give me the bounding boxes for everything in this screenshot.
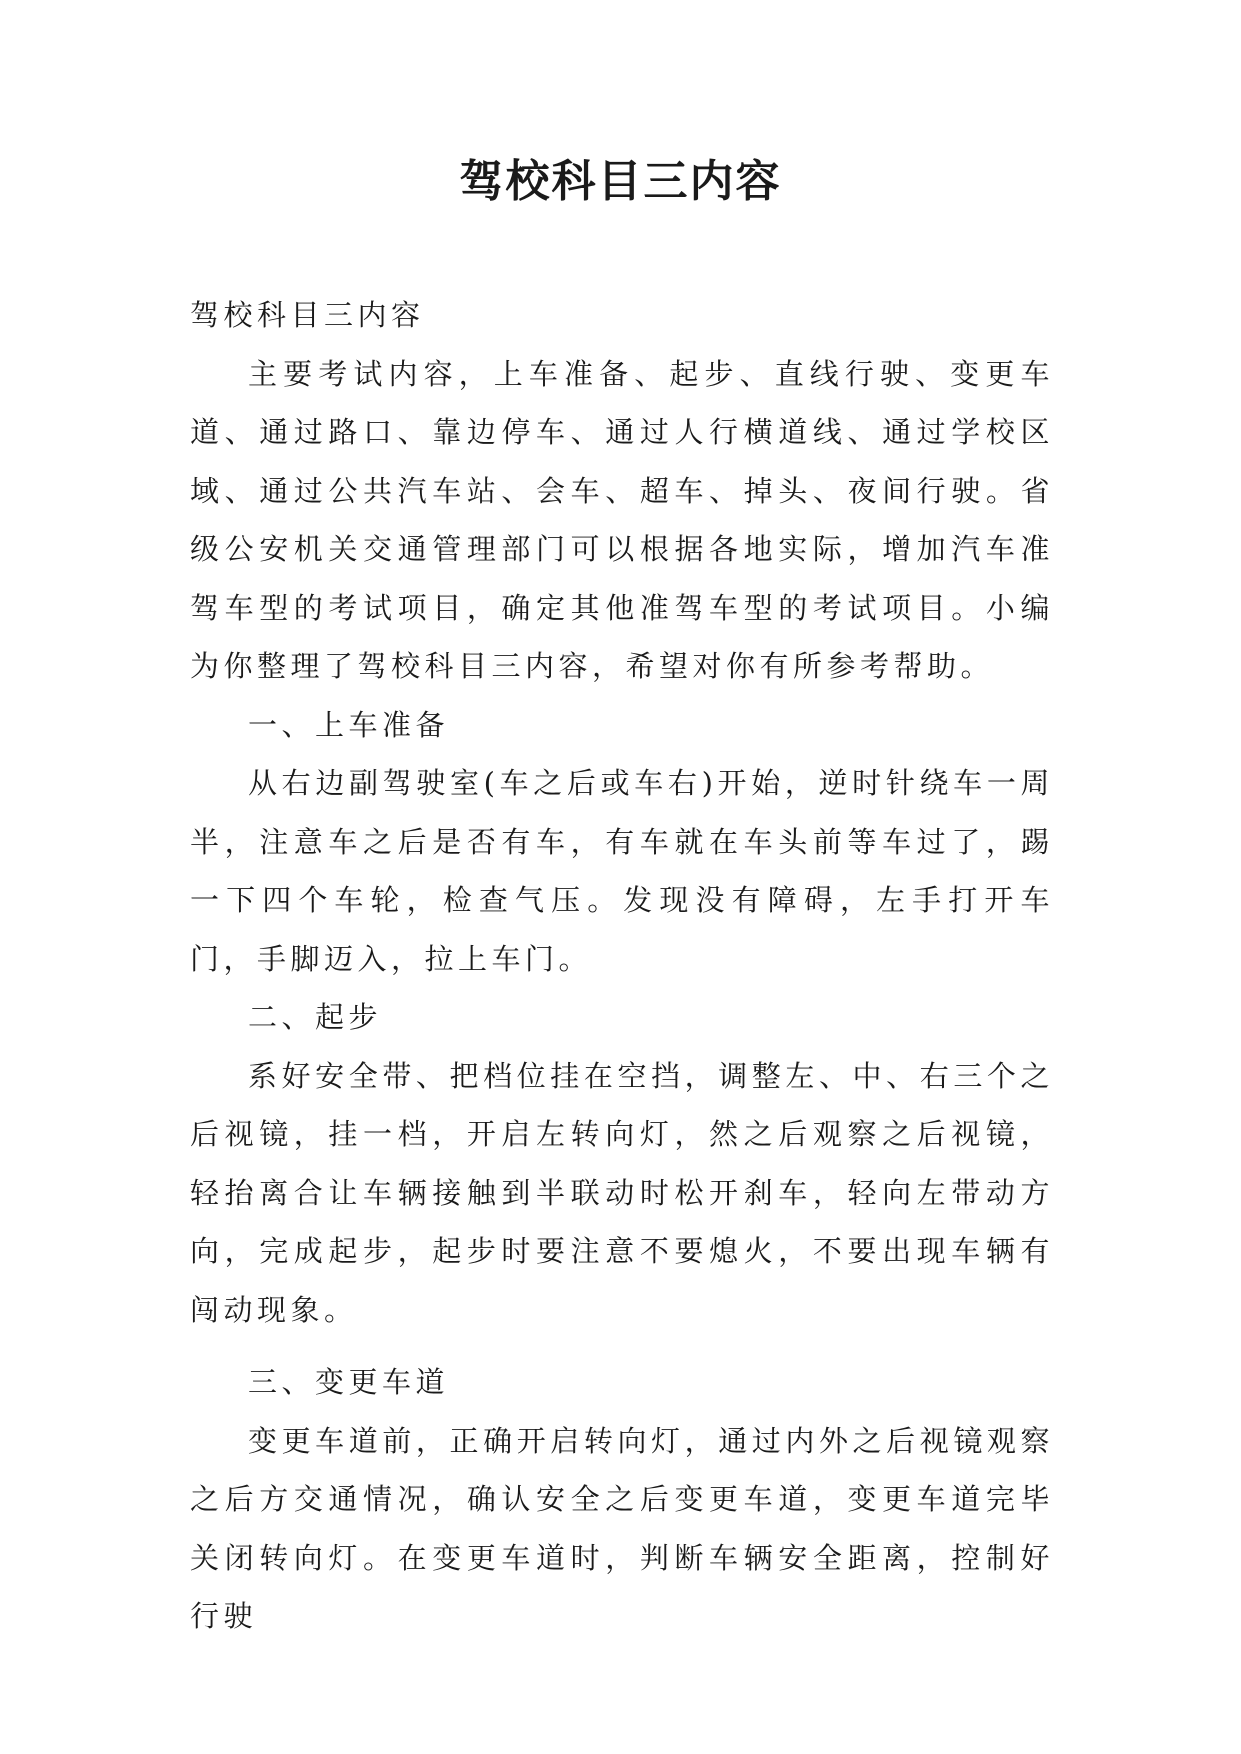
section-paragraph-1: 从右边副驾驶室(车之后或车右)开始，逆时针绕车一周半，注意车之后是否有车，有车就在车头前等车过了，踢一下四个车轮，检查气压。发现没有障碍，左手打开车门，手脚迈入，拉上车门。 — [190, 766, 1054, 976]
section-paragraph-2: 系好安全带、把档位挂在空挡，调整左、中、右三个之后视镜，挂一档，开启左转向灯，然之后观察之后视镜，轻抬离合让车辆接触到半联动时松开刹车，轻向左带动方向，完成起步，起步时要注意不要熄火，不要出现车辆有闯动现象。 — [190, 1058, 1054, 1327]
intro-paragraph: 主要考试内容，上车准备、起步、直线行驶、变更车道、通过路口、靠边停车、通过人行横道线、通过学校区域、通过公共汽车站、会车、超车、掉头、夜间行驶。省级公安机关交通管理部门可以根据各地实际，增加汽车准驾车型的考试项目，确定其他准驾车型的考试项目。小编为你整理了驾校科目三内容，希望对你有所参考帮助。 — [190, 356, 1054, 683]
body-heading: 驾校科目三内容 — [190, 298, 425, 332]
document-title: 驾校科目三内容 — [459, 156, 782, 207]
document-body — [190, 286, 1054, 1646]
section-heading-1: 一、上车准备 — [248, 707, 450, 742]
section-paragraph-3: 变更车道前，正确开启转向灯，通过内外之后视镜观察之后方交通情况，确认安全之后变更车道，变更车道完毕关闭转向灯。在变更车道时，判断车辆安全距离，控制好行驶 — [190, 1423, 1054, 1633]
section-heading-3: 三、变更车道 — [248, 1365, 450, 1399]
section-heading-2: 二、起步 — [248, 1000, 383, 1034]
